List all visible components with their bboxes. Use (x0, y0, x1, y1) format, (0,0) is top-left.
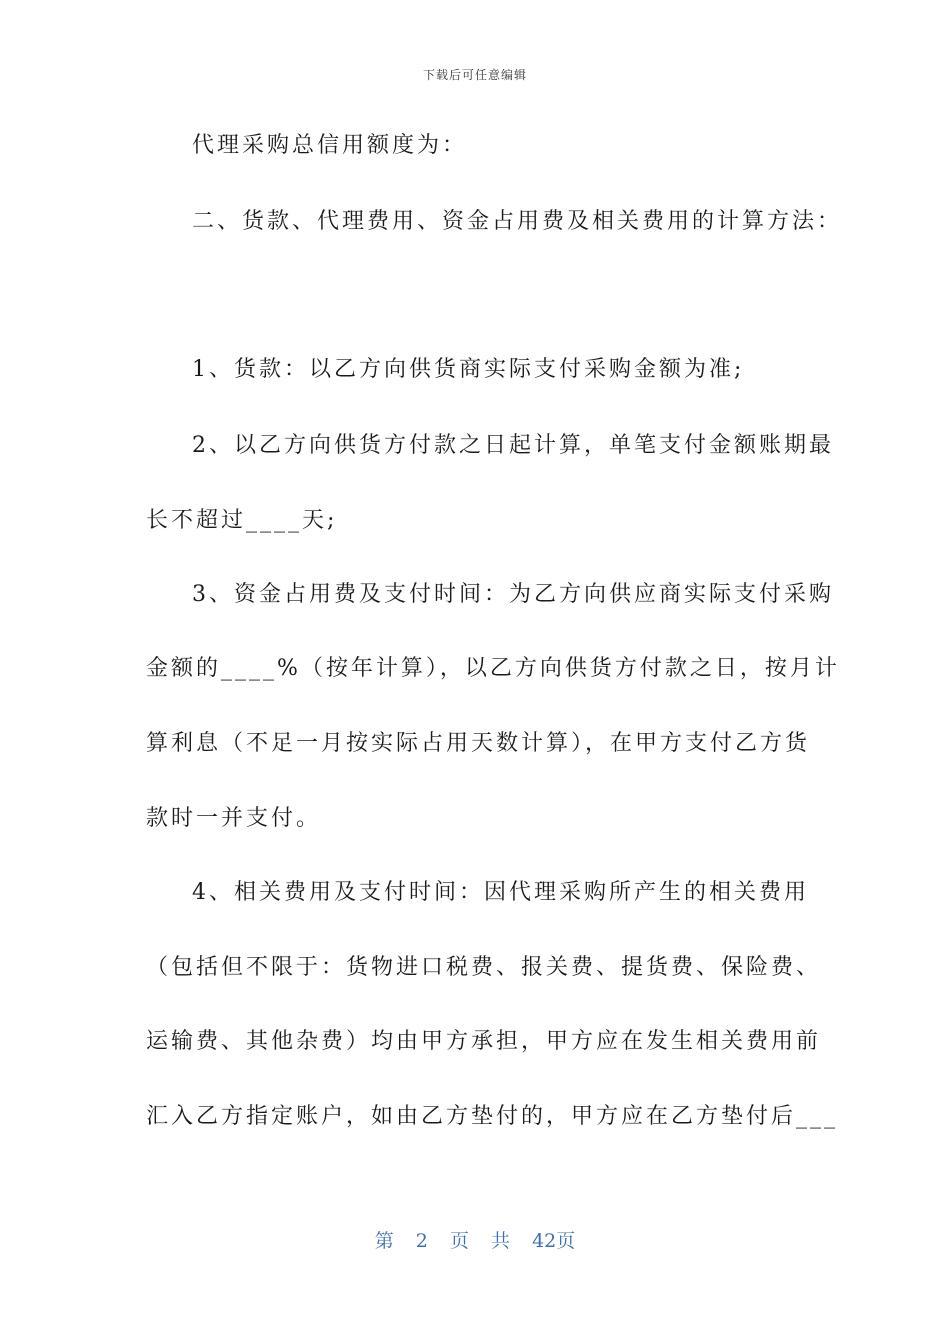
footer-total-label: 共 (491, 1230, 511, 1252)
paragraph-line-item-3-cont-2: 算利息（不足一月按实际占用天数计算），在甲方支付乙方货 (146, 731, 811, 756)
footer-current-page: 2 (415, 1230, 428, 1252)
paragraph-line-item-4-cont-2: 运输费、其他杂费）均由甲方承担，甲方应在发生相关费用前 (146, 1029, 822, 1054)
paragraph-line-item-3-cont-1: 金额的____%（按年计算），以乙方向供货方付款之日，按月计 (146, 656, 840, 681)
paragraph-line-section-two-heading: 二、货款、代理费用、资金占用费及相关费用的计算方法： (192, 209, 843, 234)
paragraph-line-item-2-start: 2、以乙方向供货方付款之日起计算，单笔支付金额账期最 (192, 433, 834, 458)
footer-page-label: 第 (374, 1230, 394, 1252)
paragraph-line-item-2-end: 长不超过____天; (146, 508, 338, 533)
paragraph-line-item-4-cont-1: （包括但不限于：货物进口税费、报关费、提货费、保险费、 (146, 955, 822, 980)
page-header-note: 下载后可任意编辑 (422, 68, 527, 82)
footer-page-unit: 页 (449, 1230, 469, 1252)
page-footer (0, 1226, 950, 1253)
paragraph-line-item-1: 1、货款：以乙方向供货商实际支付采购金额为准; (192, 357, 745, 382)
paragraph-line-credit-limit: 代理采购总信用额度为： (192, 133, 468, 158)
paragraph-line-item-3-end: 款时一并支付。 (146, 806, 322, 831)
paragraph-line-item-3-start: 3、资金占用费及支付时间：为乙方向供应商实际支付采购 (192, 582, 834, 607)
footer-total-pages: 42页 (532, 1230, 576, 1252)
paragraph-line-item-4-start: 4、相关费用及支付时间：因代理采购所产生的相关费用 (192, 880, 809, 905)
paragraph-line-item-4-cont-3: 汇入乙方指定账户，如由乙方垫付的，甲方应在乙方垫付后___ (146, 1104, 839, 1129)
